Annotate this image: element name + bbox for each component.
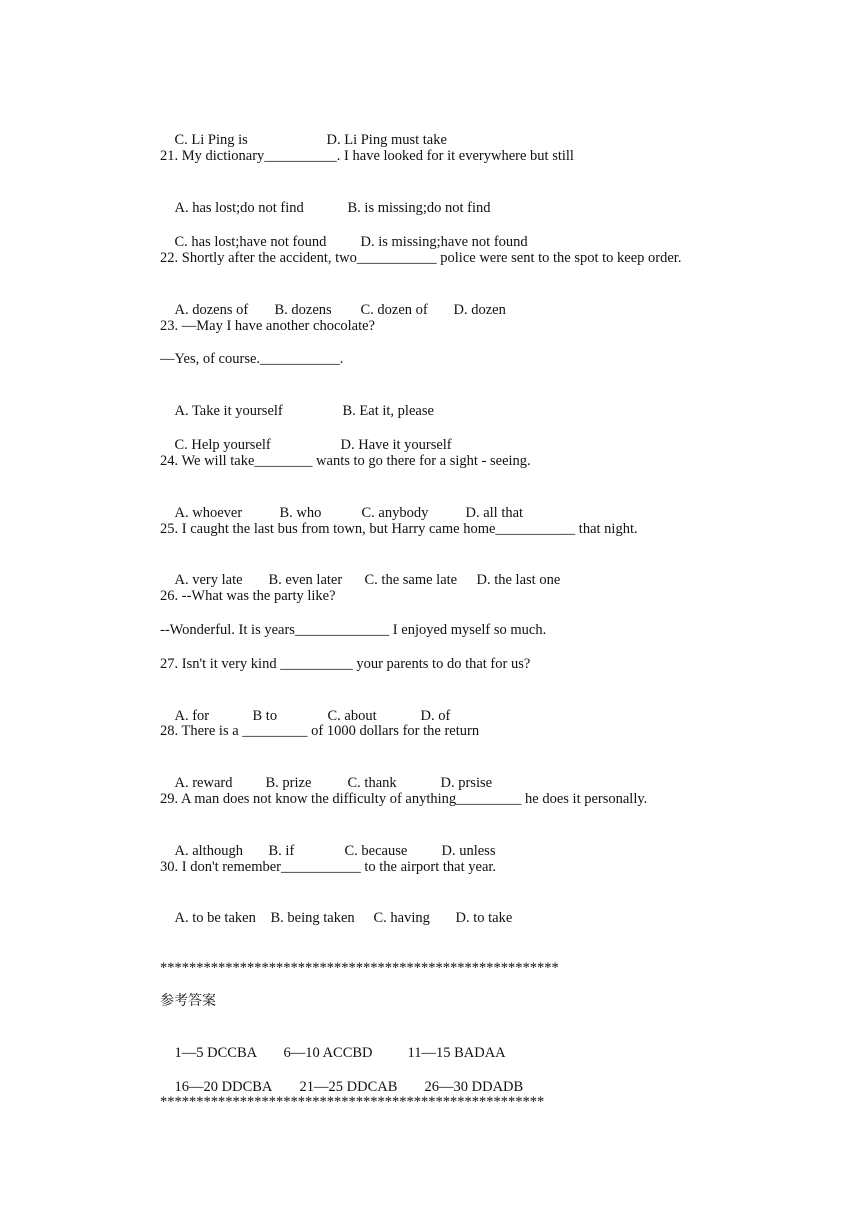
question-22: 22. Shortly after the accident, two___________ police were sent to the spot to keep order. bbox=[160, 250, 682, 266]
option-c: C. Help yourself bbox=[174, 437, 271, 453]
question-26-response: --Wonderful. It is years_____________ I enjoyed myself so much. bbox=[160, 622, 547, 638]
option-c: C. has lost;have not found bbox=[174, 234, 327, 250]
question-26: 26. --What was the party like? bbox=[160, 588, 336, 604]
question-23-response: —Yes, of course.___________. bbox=[160, 351, 344, 367]
option-d: D. of bbox=[420, 708, 451, 724]
question-24: 24. We will take________ wants to go there for a sight - seeing. bbox=[160, 453, 531, 469]
option-a: A. dozens of bbox=[174, 302, 249, 318]
option-a: A. although bbox=[174, 843, 243, 859]
option-c: C. Li Ping is bbox=[174, 132, 248, 148]
option-a: A. reward bbox=[174, 775, 233, 791]
question-21: 21. My dictionary__________. I have looked for it everywhere but still bbox=[160, 148, 574, 164]
option-b: B. is missing;do not find bbox=[347, 200, 491, 216]
option-d: D. prsise bbox=[440, 775, 493, 791]
option-b: B. who bbox=[279, 505, 322, 521]
option-b: B. even later bbox=[268, 572, 343, 588]
answer-group: 6—10 ACCBD bbox=[283, 1045, 373, 1061]
answer-group: 1—5 DCCBA bbox=[174, 1045, 258, 1061]
option-b: B to bbox=[252, 708, 278, 724]
option-c: C. having bbox=[373, 910, 430, 926]
option-c: C. because bbox=[344, 843, 408, 859]
option-c: C. dozen of bbox=[360, 302, 428, 318]
question-30: 30. I don't remember___________ to the airport that year. bbox=[160, 859, 497, 875]
option-a: A. Take it yourself bbox=[174, 403, 283, 419]
option-d: D. unless bbox=[441, 843, 496, 859]
answer-group: 21—25 DDCAB bbox=[299, 1079, 398, 1095]
answer-heading: 参考答案 bbox=[160, 993, 216, 1009]
option-d: D. to take bbox=[455, 910, 513, 926]
separator-bottom: ***************************************************** bbox=[160, 1094, 545, 1110]
separator-top: ******************************************************* bbox=[160, 960, 559, 976]
option-d: D. all that bbox=[465, 505, 524, 521]
question-25: 25. I caught the last bus from town, but Harry came home___________ that night. bbox=[160, 521, 638, 537]
option-b: B. Eat it, please bbox=[342, 403, 434, 419]
option-a: A. whoever bbox=[174, 505, 243, 521]
option-b: B. prize bbox=[265, 775, 312, 791]
option-c: C. about bbox=[327, 708, 377, 724]
question-27: 27. Isn't it very kind __________ your parents to do that for us? bbox=[160, 656, 531, 672]
option-d: D. is missing;have not found bbox=[360, 234, 528, 250]
option-d: D. dozen bbox=[453, 302, 506, 318]
option-a: A. for bbox=[174, 708, 210, 724]
option-a: A. to be taken bbox=[174, 910, 256, 926]
option-d: D. the last one bbox=[476, 572, 561, 588]
answer-group: 11—15 BADAA bbox=[407, 1045, 506, 1061]
option-a: A. very late bbox=[174, 572, 243, 588]
answer-group: 26—30 DDADB bbox=[424, 1079, 524, 1095]
question-28: 28. There is a _________ of 1000 dollars for the return bbox=[160, 723, 480, 739]
question-23: 23. —May I have another chocolate? bbox=[160, 318, 375, 334]
option-b: B. being taken bbox=[270, 910, 355, 926]
option-line bbox=[160, 891, 512, 945]
option-a: A. has lost;do not find bbox=[174, 200, 304, 216]
option-d: D. Li Ping must take bbox=[326, 132, 447, 148]
option-c: C. anybody bbox=[361, 505, 429, 521]
option-b: B. if bbox=[268, 843, 295, 859]
option-d: D. Have it yourself bbox=[340, 437, 452, 453]
option-c: C. the same late bbox=[364, 572, 458, 588]
question-29: 29. A man does not know the difficulty of anything_________ he does it personally. bbox=[160, 791, 648, 807]
answer-group: 16—20 DDCBA bbox=[174, 1079, 273, 1095]
option-b: B. dozens bbox=[274, 302, 332, 318]
option-c: C. thank bbox=[347, 775, 397, 791]
